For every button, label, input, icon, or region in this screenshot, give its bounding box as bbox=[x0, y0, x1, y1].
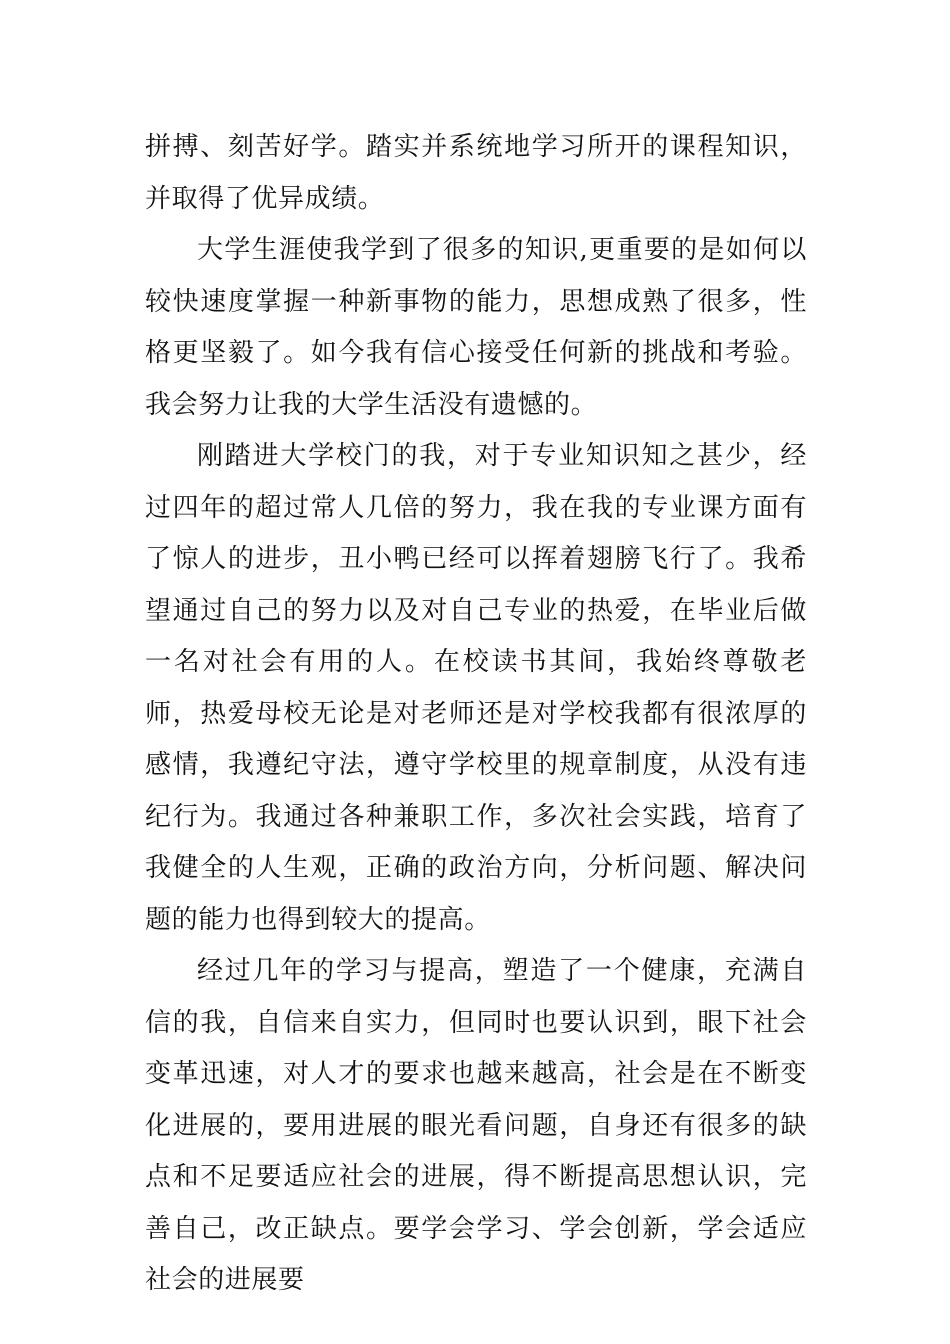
paragraph-2: 大学生涯使我学到了很多的知识,更重要的是如何以较快速度掌握一种新事物的能力，思想成熟了很多，性格更坚毅了。如今我有信心接受任何新的挑战和考验。我会努力让我的大学生活没有遗憾的。 bbox=[145, 235, 807, 420]
paragraph-3: 刚踏进大学校门的我，对于专业知识知之甚少，经过四年的超过常人几倍的努力，我在我的专业课方面有了惊人的进步，丑小鸭已经可以挥着翅膀飞行了。我希望通过自己的努力以及对自己专业的热爱，在毕业后做一名对社会有用的人。在校读书其间，我始终尊敬老师，热爱母校无论是对老师还是对学校我都有很浓厚的感情，我遵纪守法，遵守学校里的规章制度，从没有违纪行为。我通过各种兼职工作，多次社会实践，培育了我健全的人生观，正确的政治方向，分析问题、解决问题的能力也得到较大的提高。 bbox=[145, 441, 807, 935]
paragraph-1: 拼搏、刻苦好学。踏实并系统地学习所开的课程知识，并取得了优异成绩。 bbox=[145, 132, 807, 214]
paragraph-4: 经过几年的学习与提高，塑造了一个健康，充满自信的我，自信来自实力，但同时也要认识到，眼下社会变革迅速，对人才的要求也越来越高，社会是在不断变化进展的，要用进展的眼光看问题，自身还有很多的缺点和不足要适应社会的进展，得不断提高思想认识，完善自己，改正缺点。要学会学习、学会创新，学会适应社会的进展要 bbox=[145, 956, 807, 1295]
document-body bbox=[145, 122, 807, 1307]
